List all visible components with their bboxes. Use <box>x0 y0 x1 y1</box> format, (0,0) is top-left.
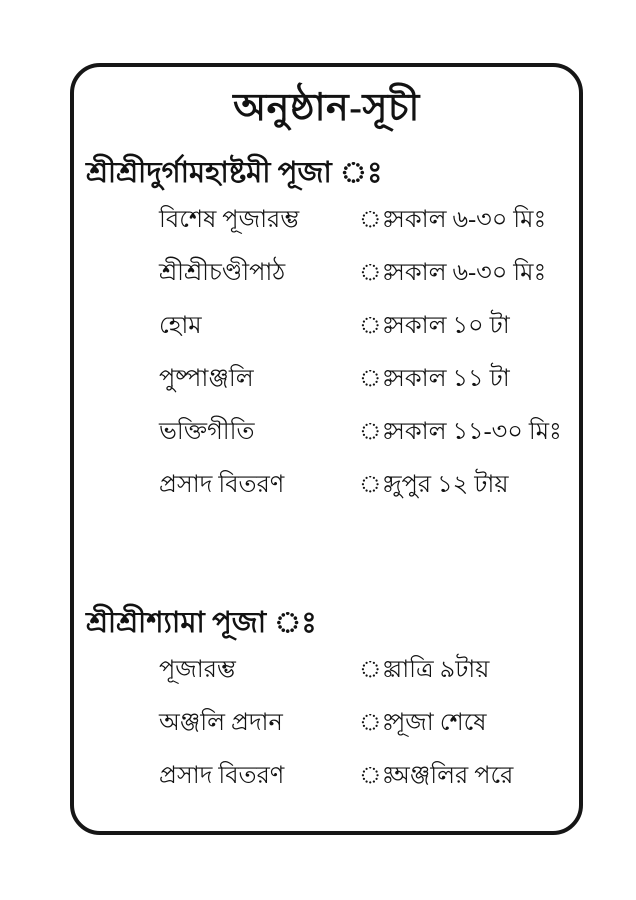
schedule-row <box>159 458 579 511</box>
event-time: অঞ্জলির পরে <box>389 762 514 789</box>
event-label: হোম <box>159 312 202 339</box>
separator-colon: ঃ <box>359 471 395 498</box>
separator-colon: ঃ <box>359 259 395 286</box>
schedule-row <box>159 749 579 802</box>
schedule-row <box>159 643 579 696</box>
event-label: বিশেষ পূজারম্ভ <box>159 206 300 233</box>
schedule-row <box>159 246 579 299</box>
schedule-rows <box>74 193 579 511</box>
page-title: অনুষ্ঠান-সূচী <box>233 87 420 129</box>
event-label: পুষ্পাঞ্জলি <box>159 365 254 392</box>
schedule-row <box>159 696 579 749</box>
event-time: সকাল ১০ টা <box>389 312 510 339</box>
event-time: পূজা শেষে <box>389 709 487 736</box>
event-label: শ্রীশ্রীচণ্ডীপাঠ <box>159 259 286 286</box>
separator-colon: ঃ <box>359 656 395 683</box>
separator-colon: ঃ <box>359 312 395 339</box>
event-time: রাত্রি ৯টায় <box>389 656 490 683</box>
schedule-row <box>159 193 579 246</box>
event-time: সকাল ১১-৩০ মিঃ <box>389 418 562 445</box>
schedule-row <box>159 405 579 458</box>
section-durga-mahashtami <box>74 153 579 511</box>
event-label: অঞ্জলি প্রদান <box>159 709 283 736</box>
event-label: প্রসাদ বিতরণ <box>159 762 285 789</box>
event-time: সকাল ৬-৩০ মিঃ <box>389 259 547 286</box>
section-heading: শ্রীশ্রীদুর্গামহাষ্টমী পূজা ঃ <box>86 157 383 189</box>
event-label: ভক্তিগীতি <box>159 418 255 445</box>
event-time: সকাল ৬-৩০ মিঃ <box>389 206 547 233</box>
separator-colon: ঃ <box>359 762 395 789</box>
section-shyama-puja <box>74 603 579 802</box>
schedule-row <box>159 299 579 352</box>
schedule-frame <box>70 63 583 835</box>
separator-colon: ঃ <box>359 365 395 392</box>
event-time: দুপুর ১২ টায় <box>389 471 509 498</box>
schedule-rows <box>74 643 579 802</box>
schedule-row <box>159 352 579 405</box>
section-heading: শ্রীশ্রীশ্যামা পূজা ঃ <box>86 607 317 639</box>
separator-colon: ঃ <box>359 418 395 445</box>
separator-colon: ঃ <box>359 709 395 736</box>
event-label: পূজারম্ভ <box>159 656 236 683</box>
event-label: প্রসাদ বিতরণ <box>159 471 285 498</box>
event-time: সকাল ১১ টা <box>389 365 510 392</box>
separator-colon: ঃ <box>359 206 395 233</box>
